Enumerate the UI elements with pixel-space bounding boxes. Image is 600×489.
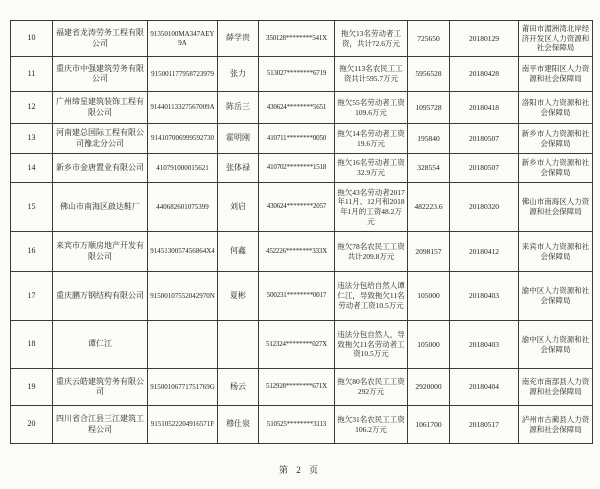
cell-violation: 拖欠43名劳动者2017年11月、12月和2018年1月的工资48.2万元 [335, 183, 408, 232]
cell-serial-number: 18 [11, 321, 53, 369]
cell-credit-code: 9145130057456864X4 [148, 232, 218, 272]
cell-amount: 2098157 [408, 232, 450, 272]
cell-legal-person [218, 321, 259, 369]
cell-amount: 725650 [408, 21, 450, 57]
cell-serial-number: 17 [11, 272, 53, 321]
cell-serial-number: 16 [11, 232, 53, 272]
table-row [11, 321, 593, 369]
cell-id-number: 452226********333X [259, 232, 335, 272]
cell-date: 20180404 [450, 369, 519, 406]
cell-date: 20180507 [450, 124, 519, 154]
cell-authority: 南充市南部县人力资源和社会保障局 [519, 369, 593, 406]
page-number: 第 2 页 [278, 465, 321, 475]
cell-date: 20180403 [450, 321, 519, 369]
cell-date: 20180418 [450, 92, 519, 124]
cell-violation: 拖欠55名劳动者工资109.6万元 [335, 92, 408, 124]
cell-date: 20180129 [450, 21, 519, 57]
cell-amount: 105000 [408, 272, 450, 321]
cell-authority: 佛山市南海区人力资源和社会保障局 [519, 183, 593, 232]
cell-authority: 莆田市湄洲湾北岸经济开发区人力资源和社会保障局 [519, 21, 593, 57]
cell-date: 20180507 [450, 154, 519, 183]
cell-serial-number: 20 [11, 406, 53, 444]
cell-legal-person: 张力 [218, 57, 259, 92]
wage-arrears-table [10, 20, 593, 444]
cell-date: 20180403 [450, 272, 519, 321]
table-row [11, 21, 593, 57]
cell-id-number: 510525********3113 [259, 406, 335, 444]
cell-amount: 5956528 [408, 57, 450, 92]
cell-authority: 新乡市人力资源和社会保障局 [519, 124, 593, 154]
cell-authority: 洛阳市人力资源和社会保障局 [519, 92, 593, 124]
cell-amount: 328554 [408, 154, 450, 183]
cell-company-name: 重庆市中强建筑劳务有限公司 [53, 57, 148, 92]
cell-serial-number: 13 [11, 124, 53, 154]
cell-company-name: 新乡市金唐置业有限公司 [53, 154, 148, 183]
cell-violation: 拖欠13名劳动者工资，共计72.6万元 [335, 21, 408, 57]
cell-id-number: 500231********0017 [259, 272, 335, 321]
cell-serial-number: 10 [11, 21, 53, 57]
cell-credit-code: 914107006999592730 [148, 124, 218, 154]
table-row [11, 272, 593, 321]
cell-legal-person: 刘启 [218, 183, 259, 232]
cell-company-name: 四川省合江县三江建筑工程公司 [53, 406, 148, 444]
cell-violation: 拖欠80名农民工工资292万元 [335, 369, 408, 406]
cell-company-name: 广州缔星建筑装饰工程有限公司 [53, 92, 148, 124]
table-row [11, 369, 593, 406]
table-row [11, 124, 593, 154]
cell-id-number: 410711********0050 [259, 124, 335, 154]
cell-legal-person: 薛学贵 [218, 21, 259, 57]
cell-date: 20180412 [450, 232, 519, 272]
cell-legal-person: 张体禄 [218, 154, 259, 183]
cell-legal-person: 杨云 [218, 369, 259, 406]
cell-authority: 渝中区人力资源和社会保障局 [519, 272, 593, 321]
cell-credit-code: 440682601075399 [148, 183, 218, 232]
cell-serial-number: 12 [11, 92, 53, 124]
cell-serial-number: 14 [11, 154, 53, 183]
cell-amount: 195840 [408, 124, 450, 154]
cell-date: 20180428 [450, 57, 519, 92]
cell-id-number: 410702********1518 [259, 154, 335, 183]
cell-company-name: 重庆鹏万钢结构有限公司 [53, 272, 148, 321]
cell-authority: 渝中区人力资源和社会保障局 [519, 321, 593, 369]
cell-id-number: 513027********6719 [259, 57, 335, 92]
cell-amount: 482223.6 [408, 183, 450, 232]
cell-legal-person: 陈岳三 [218, 92, 259, 124]
cell-company-name: 谭仁江 [53, 321, 148, 369]
cell-violation: 拖欠113名农民工工资共计595.7万元 [335, 57, 408, 92]
cell-company-name: 福建省龙涛劳务工程有限公司 [53, 21, 148, 57]
cell-violation: 违法分包给自然人谭仁江，导致拖欠11名劳动者工资10.5万元 [335, 272, 408, 321]
cell-legal-person: 夏彬 [218, 272, 259, 321]
cell-violation: 拖欠14名劳动者工资19.6万元 [335, 124, 408, 154]
cell-credit-code: 915001177958723979 [148, 57, 218, 92]
cell-company-name: 来宾市万顺房地产开发有限公司 [53, 232, 148, 272]
cell-amount: 2920000 [408, 369, 450, 406]
cell-credit-code: 91440113327567009A [148, 92, 218, 124]
cell-credit-code: 91500106771751769G [148, 369, 218, 406]
cell-id-number: 350128********541X [259, 21, 335, 57]
table-row [11, 154, 593, 183]
table-row [11, 57, 593, 92]
cell-violation: 违法分包自然人，导致拖欠11名劳动者工资10.5万元 [335, 321, 408, 369]
cell-id-number: 512324********027X [259, 321, 335, 369]
cell-serial-number: 19 [11, 369, 53, 406]
cell-date: 20180320 [450, 183, 519, 232]
cell-violation: 拖欠78名农民工工资共计209.8万元 [335, 232, 408, 272]
cell-credit-code: 91500107552042970N [148, 272, 218, 321]
table-body [11, 21, 593, 444]
cell-company-name: 重庆云皓建筑劳务有限公司 [53, 369, 148, 406]
cell-serial-number: 15 [11, 183, 53, 232]
table-row [11, 232, 593, 272]
cell-company-name: 佛山市南海区啟达鞋厂 [53, 183, 148, 232]
table-row [11, 183, 593, 232]
cell-authority: 泸州市古蔺县人力资源和社会保障局 [519, 406, 593, 444]
table-row [11, 406, 593, 444]
cell-id-number: 430624********2057 [259, 183, 335, 232]
cell-authority: 新乡市人力资源和社会保障局 [519, 154, 593, 183]
cell-legal-person: 穆仕泉 [218, 406, 259, 444]
cell-serial-number: 11 [11, 57, 53, 92]
table-row [11, 92, 593, 124]
cell-violation: 拖欠31名农民工工资106.2万元 [335, 406, 408, 444]
cell-id-number: 512928********671X [259, 369, 335, 406]
cell-authority: 来宾市人力资源和社会保障局 [519, 232, 593, 272]
cell-company-name: 河南建总国际工程有限公司豫北分公司 [53, 124, 148, 154]
cell-violation: 拖欠16名劳动者工资32.9万元 [335, 154, 408, 183]
cell-amount: 1095728 [408, 92, 450, 124]
cell-date: 20180517 [450, 406, 519, 444]
cell-amount: 105000 [408, 321, 450, 369]
cell-credit-code: 91350100MA347AEY9A [148, 21, 218, 57]
cell-id-number: 430624********5651 [259, 92, 335, 124]
cell-legal-person: 何鑫 [218, 232, 259, 272]
cell-credit-code [148, 321, 218, 369]
cell-amount: 1061700 [408, 406, 450, 444]
cell-credit-code: 410791000015621 [148, 154, 218, 183]
cell-authority: 南平市建阳区人力资源和社会保障局 [519, 57, 593, 92]
cell-legal-person: 霍明刚 [218, 124, 259, 154]
cell-credit-code: 91510522204916571F [148, 406, 218, 444]
